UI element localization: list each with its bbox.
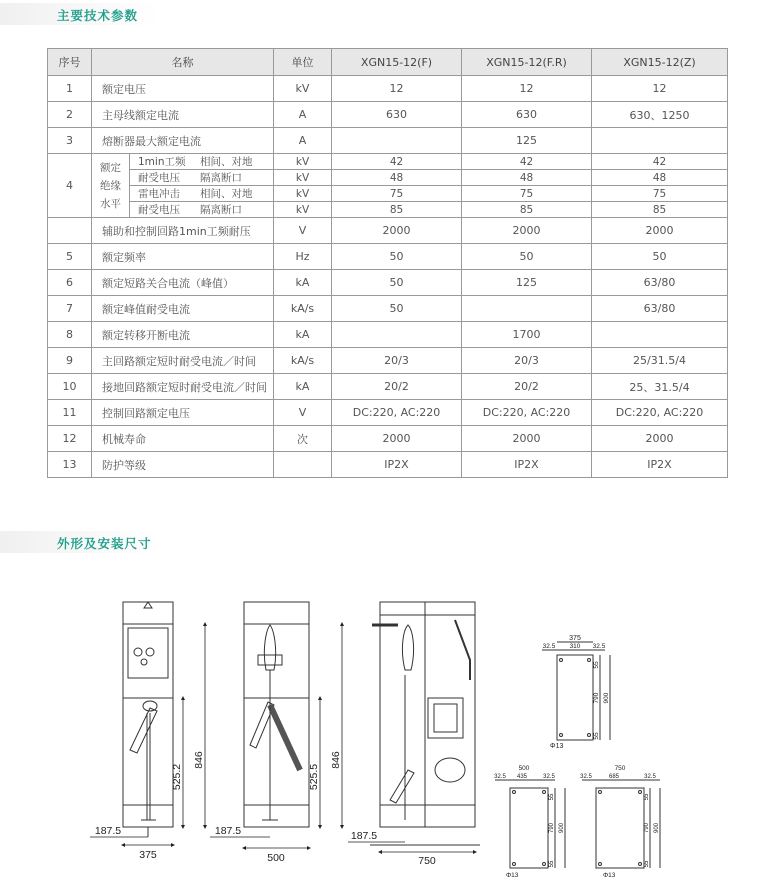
- sub-name-b: 相间、对地: [200, 156, 253, 168]
- row-value-z: 48: [592, 170, 728, 186]
- row-value-f: 2000: [332, 218, 462, 244]
- sub-name-b: 隔离断口: [200, 172, 242, 184]
- spec-table: [47, 48, 728, 478]
- row-name: 防护等级: [92, 452, 274, 478]
- row-unit: kV: [274, 202, 332, 218]
- plan1-bottom: 55: [593, 732, 600, 740]
- plan2-mid: 435: [516, 774, 528, 780]
- table-row: [48, 400, 728, 426]
- plan1-total-h: 900: [603, 692, 610, 704]
- row-value-fr: 85: [462, 202, 592, 218]
- sub-name-a: 雷电冲击: [138, 188, 180, 200]
- dimension-labels: [95, 635, 660, 879]
- plan-375-drawing: [542, 642, 610, 740]
- plan3-left: 32.5: [580, 774, 592, 780]
- plan1-right: 32.5: [592, 643, 606, 650]
- row-unit: 次: [274, 426, 332, 452]
- plan3-mid-h: 790: [644, 822, 650, 834]
- table-row: [48, 76, 728, 102]
- row-no: 13: [48, 452, 92, 478]
- row-value-f: 20/3: [332, 348, 462, 374]
- plan3-mid: 685: [608, 774, 620, 780]
- cab1-offset: 187.5: [94, 825, 122, 837]
- row-no: 9: [48, 348, 92, 374]
- table-row: [48, 244, 728, 270]
- group-label: [92, 154, 130, 218]
- row-value-fr: DC:220, AC:220: [462, 400, 592, 426]
- row-name: 主母线额定电流: [92, 102, 274, 128]
- row-value-fr: IP2X: [462, 452, 592, 478]
- row-value-f: 12: [332, 76, 462, 102]
- row-value-f: 630: [332, 102, 462, 128]
- row-no: 8: [48, 322, 92, 348]
- row-name: 机械寿命: [92, 426, 274, 452]
- row-unit: V: [274, 400, 332, 426]
- table-row: [48, 270, 728, 296]
- header-z: XGN15-12(Z): [592, 49, 728, 76]
- row-name: 额定峰值耐受电流: [92, 296, 274, 322]
- header-unit: 单位: [274, 49, 332, 76]
- row-value-fr: 20/3: [462, 348, 592, 374]
- plan3-bottom: 55: [644, 860, 650, 868]
- table-row: [48, 426, 728, 452]
- row-unit: A: [274, 128, 332, 154]
- row-unit: kA: [274, 374, 332, 400]
- row-value-f: 50: [332, 296, 462, 322]
- plan2-hole: Φ13: [506, 872, 519, 879]
- table-row: [48, 186, 728, 202]
- row-no: 3: [48, 128, 92, 154]
- cabinet-500-drawing: [244, 602, 309, 827]
- row-unit: kA/s: [274, 296, 332, 322]
- cab1-sub-height: 525.2: [171, 763, 183, 791]
- row-value-f: DC:220, AC:220: [332, 400, 462, 426]
- row-value-f: 42: [332, 154, 462, 170]
- row-name: 控制回路额定电压: [92, 400, 274, 426]
- row-value-fr: 12: [462, 76, 592, 102]
- plan3-right: 32.5: [644, 774, 656, 780]
- plan2-mid-h: 790: [549, 822, 555, 834]
- row-unit: kV: [274, 170, 332, 186]
- plan1-width: 375: [569, 635, 581, 642]
- cab2-width: 500: [267, 852, 285, 864]
- row-name: 辅助和控制回路1min工频耐压: [92, 218, 274, 244]
- row-unit: Hz: [274, 244, 332, 270]
- row-name: 额定频率: [92, 244, 274, 270]
- table-row: [48, 128, 728, 154]
- sub-name: [130, 170, 274, 186]
- row-unit: kA: [274, 270, 332, 296]
- table-row: [48, 322, 728, 348]
- table-row: [48, 218, 728, 244]
- row-value-f: [332, 322, 462, 348]
- group-label-line: 额定: [100, 161, 121, 174]
- row-value-f: 85: [332, 202, 462, 218]
- sub-name-a: 耐受电压: [138, 172, 180, 184]
- row-value-z: 42: [592, 154, 728, 170]
- row-name: 主回路额定短时耐受电流／时间: [92, 348, 274, 374]
- header-fr: XGN15-12(F.R): [462, 49, 592, 76]
- row-unit: kV: [274, 76, 332, 102]
- table-row: [48, 348, 728, 374]
- header-no: 序号: [48, 49, 92, 76]
- header-f: XGN15-12(F): [332, 49, 462, 76]
- row-value-z: 50: [592, 244, 728, 270]
- row-no: 7: [48, 296, 92, 322]
- row-value-f: [332, 128, 462, 154]
- sub-name: [130, 186, 274, 202]
- plan2-bottom: 55: [549, 860, 555, 868]
- table-header-row: [48, 49, 728, 76]
- plan2-right: 32.5: [543, 774, 555, 780]
- plan1-top: 55: [593, 661, 600, 669]
- row-value-f: 50: [332, 244, 462, 270]
- table-row: [48, 374, 728, 400]
- row-unit: A: [274, 102, 332, 128]
- row-value-fr: 2000: [462, 426, 592, 452]
- row-value-fr: 630: [462, 102, 592, 128]
- row-value-f: 20/2: [332, 374, 462, 400]
- row-no: 2: [48, 102, 92, 128]
- row-unit: [274, 452, 332, 478]
- sub-name-a: 1min工频: [138, 156, 186, 168]
- plan3-top: 55: [644, 793, 650, 801]
- row-no: 11: [48, 400, 92, 426]
- row-value-z: 75: [592, 186, 728, 202]
- table-row: [48, 296, 728, 322]
- row-value-z: 63/80: [592, 270, 728, 296]
- row-value-fr: 125: [462, 270, 592, 296]
- row-value-fr: 2000: [462, 218, 592, 244]
- plan1-hole: Φ13: [550, 743, 564, 750]
- row-value-z: 630、1250: [592, 102, 728, 128]
- sub-name-a: 耐受电压: [138, 204, 180, 216]
- plan1-left: 32.5: [542, 643, 556, 650]
- table-row: [48, 170, 728, 186]
- row-value-z: 85: [592, 202, 728, 218]
- sub-name-b: 隔离断口: [200, 204, 242, 216]
- cabinet-375-drawing: [123, 602, 173, 837]
- row-unit: kV: [274, 154, 332, 170]
- row-value-fr: 20/2: [462, 374, 592, 400]
- plan1-mid: 310: [569, 643, 581, 650]
- cab2-offset: 187.5: [214, 825, 242, 837]
- row-unit: kA/s: [274, 348, 332, 374]
- row-no: 12: [48, 426, 92, 452]
- plan3-total-h: 900: [654, 822, 660, 834]
- row-value-z: 25/31.5/4: [592, 348, 728, 374]
- row-no: 10: [48, 374, 92, 400]
- row-value-z: IP2X: [592, 452, 728, 478]
- row-value-fr: 50: [462, 244, 592, 270]
- sub-name: [130, 154, 274, 170]
- plan1-mid-h: 790: [593, 692, 600, 704]
- row-unit: kA: [274, 322, 332, 348]
- dimension-drawings: [0, 580, 776, 880]
- group-label-line: 绝缘: [100, 179, 121, 192]
- cab1-width: 375: [139, 849, 157, 861]
- table-row: [48, 154, 728, 170]
- row-name: 接地回路额定短时耐受电流／时间: [92, 374, 274, 400]
- row-no: 6: [48, 270, 92, 296]
- plan2-top: 55: [549, 793, 555, 801]
- plan2-total-h: 900: [559, 822, 565, 834]
- row-no: 5: [48, 244, 92, 270]
- plan3-width: 750: [614, 765, 626, 772]
- row-value-z: DC:220, AC:220: [592, 400, 728, 426]
- section-title-dimensions: 外形及安装尺寸: [57, 536, 152, 551]
- table-row: [48, 202, 728, 218]
- row-no: [48, 218, 92, 244]
- section-title-specs: 主要技术参数: [57, 8, 139, 23]
- header-name: 名称: [92, 49, 274, 76]
- row-name: 熔断器最大额定电流: [92, 128, 274, 154]
- row-value-z: 2000: [592, 426, 728, 452]
- sub-name: [130, 202, 274, 218]
- cab2-height: 846: [330, 751, 342, 769]
- cab3-width: 750: [418, 855, 436, 867]
- cab3-offset: 187.5: [350, 830, 378, 842]
- row-unit: kV: [274, 186, 332, 202]
- row-value-fr: 75: [462, 186, 592, 202]
- row-unit: V: [274, 218, 332, 244]
- sub-name-b: 相间、对地: [200, 188, 253, 200]
- row-value-fr: 42: [462, 154, 592, 170]
- row-no: 1: [48, 76, 92, 102]
- row-value-z: 63/80: [592, 296, 728, 322]
- row-value-f: 75: [332, 186, 462, 202]
- cabinet-750-drawing: [370, 602, 480, 845]
- row-value-z: 25、31.5/4: [592, 374, 728, 400]
- row-value-f: 50: [332, 270, 462, 296]
- table-row: [48, 102, 728, 128]
- row-value-f: 2000: [332, 426, 462, 452]
- row-value-fr: [462, 296, 592, 322]
- row-value-z: [592, 128, 728, 154]
- row-no: 4: [48, 154, 92, 218]
- cab2-sub-height: 525.5: [308, 763, 320, 791]
- row-value-fr: 48: [462, 170, 592, 186]
- row-value-f: IP2X: [332, 452, 462, 478]
- plan3-hole: Φ13: [603, 872, 616, 879]
- table-row: [48, 452, 728, 478]
- plan2-left: 32.5: [494, 774, 506, 780]
- row-name: 额定短路关合电流（峰值）: [92, 270, 274, 296]
- row-name: 额定转移开断电流: [92, 322, 274, 348]
- row-value-f: 48: [332, 170, 462, 186]
- row-name: 额定电压: [92, 76, 274, 102]
- plan2-width: 500: [518, 765, 530, 772]
- row-value-z: [592, 322, 728, 348]
- row-value-fr: 125: [462, 128, 592, 154]
- group-label-line: 水平: [100, 197, 121, 210]
- row-value-z: 2000: [592, 218, 728, 244]
- row-value-fr: 1700: [462, 322, 592, 348]
- cab1-height: 846: [193, 751, 205, 769]
- row-value-z: 12: [592, 76, 728, 102]
